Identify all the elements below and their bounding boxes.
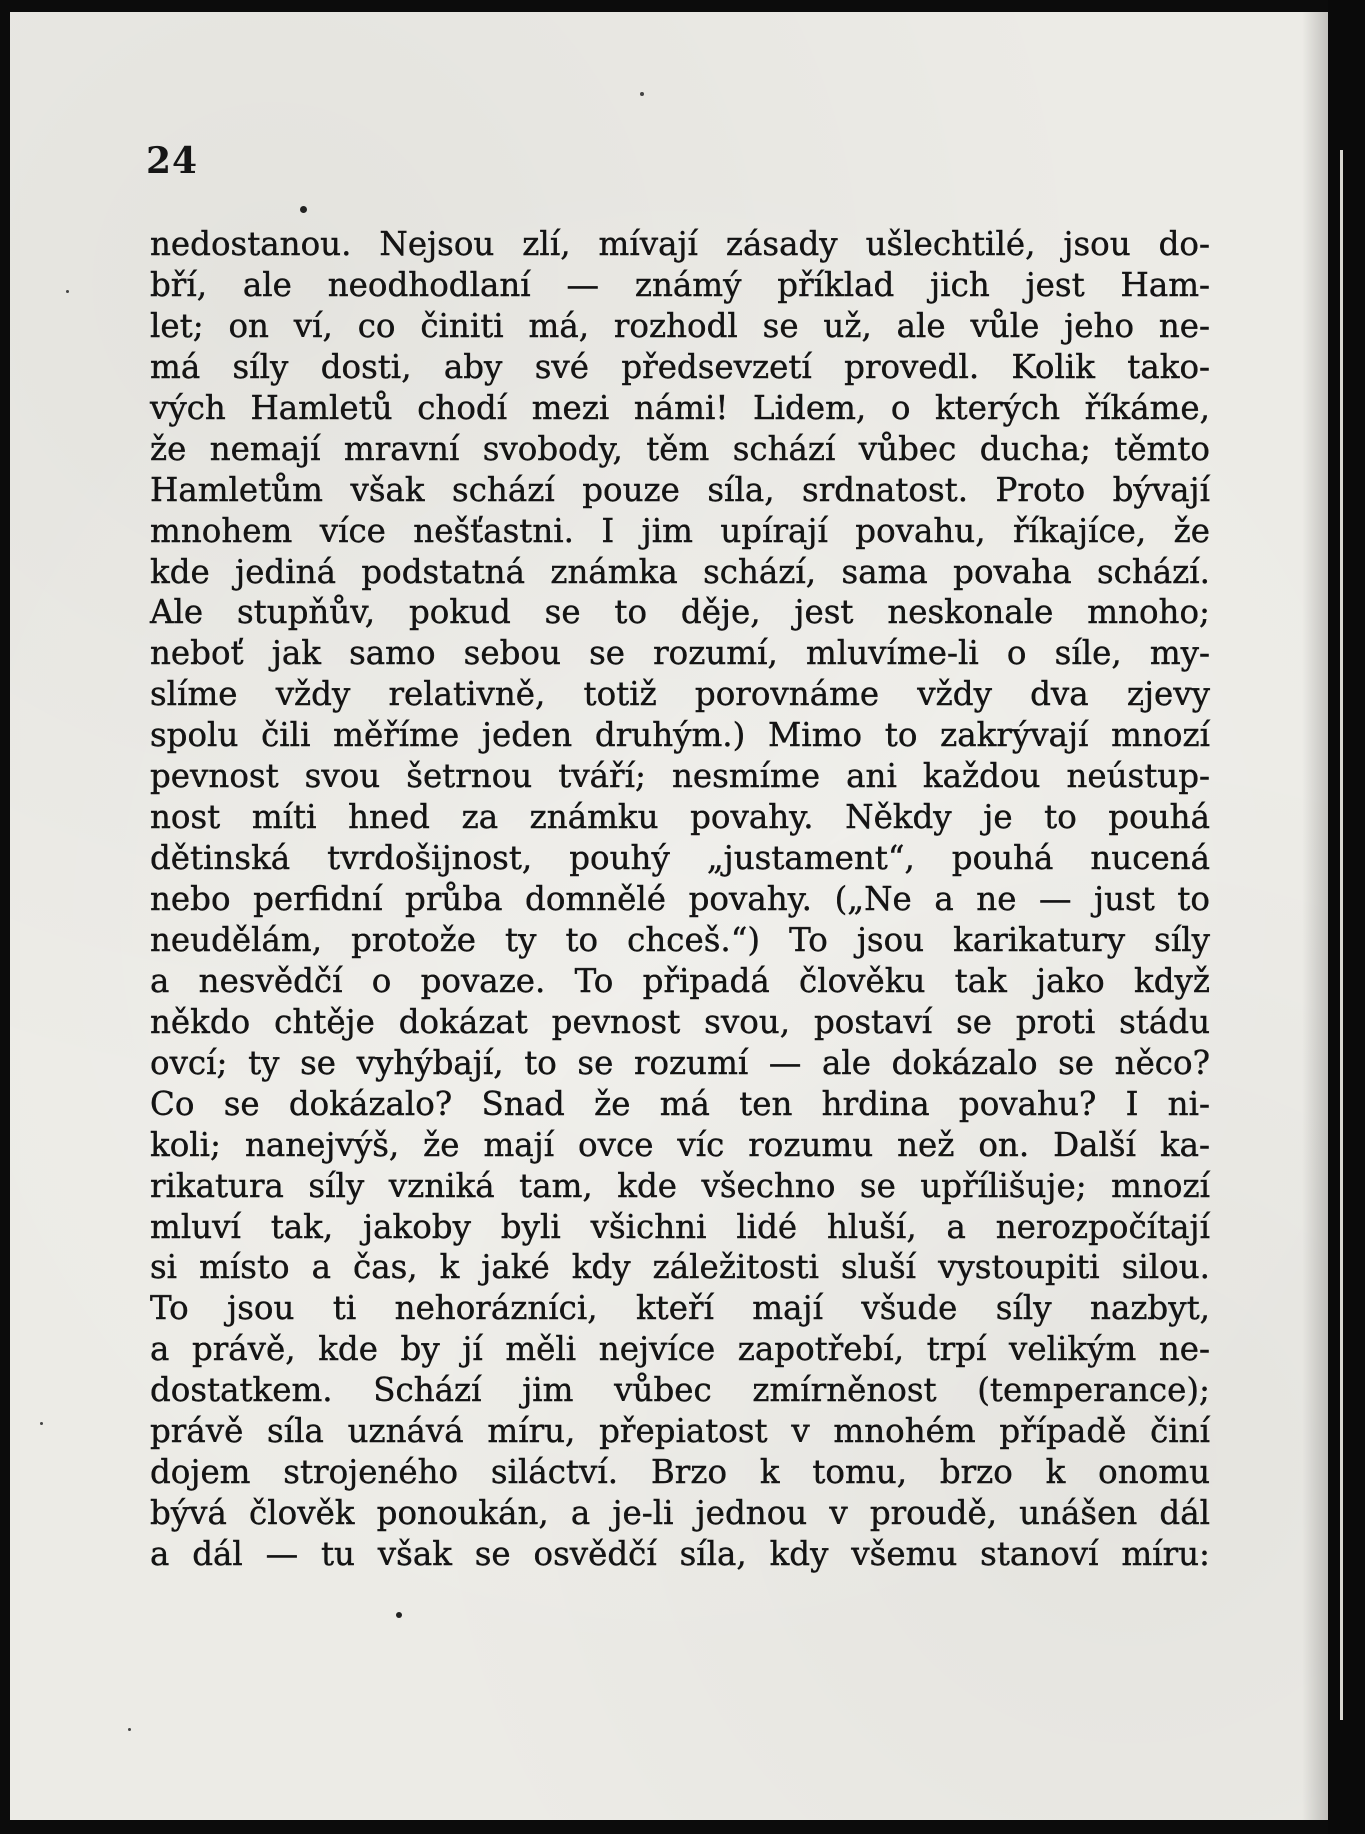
text-line: mnohem více nešťastni. I jim upírají povahu, říkajíce, že [150,511,1210,550]
text-line: bří, ale neodhodlaní — známý příklad jich jest Ham- [150,265,1210,304]
page-number: 24 [146,140,199,182]
ink-dot-top [300,206,307,213]
text-line: nebo perfidní průba domnělé povahy. („Ne a ne — just to [150,880,1210,918]
text-line: mluví tak, jakoby byli všichni lidé hluší, a nerozpočítají [150,1207,1210,1246]
text-line: dětinská tvrdošijnost, pouhý „justament“, pouhá nucená [150,839,1210,878]
text-line: Co se dokázalo? Snad že má ten hrdina povahu? I ni- [150,1084,1210,1123]
text-line: ovcí; ty se vyhýbají, to se rozumí — ale dokázalo se něco? [150,1043,1210,1082]
text-line: vých Hamletů chodí mezi námi! Lidem, o kterých říkáme, [150,388,1210,427]
paper-speck [40,1422,43,1425]
text-line: a nesvědčí o povaze. To připadá člověku tak jako když [150,961,1210,1000]
paper-speck [66,290,69,293]
paper-speck [640,92,644,96]
paper-speck [128,1728,131,1731]
text-line: má síly dosti, aby své předsevzetí provedl. Kolik tako- [150,347,1210,386]
text-line: že nemají mravní svobody, těm schází vůbec ducha; těmto [150,429,1210,468]
text-line: To jsou ti nehorázníci, kteří mají všude síly nazbyt, [150,1289,1210,1328]
page-edge-shadow [1302,12,1328,1820]
text-line: nedostanou. Nejsou zlí, mívají zásady ušlechtilé, jsou do- [150,225,1210,263]
text-line: koli; nanejvýš, že mají ovce víc rozumu než on. Další ka- [150,1125,1210,1164]
text-line: slíme vždy relativně, totiž porovnáme vždy dva zjevy [150,675,1210,714]
text-line: dostatkem. Schází jim vůbec zmírněnost (temperance); [150,1371,1210,1410]
text-line: neudělám, protože ty to chceš.“) To jsou karikatury síly [150,920,1210,959]
binding-page-edge [1340,150,1343,1720]
text-line: neboť jak samo sebou se rozumí, mluvíme-li o síle, my- [150,634,1210,673]
text-line: někdo chtěje dokázat pevnost svou, postaví se proti stádu [150,1002,1210,1041]
text-line: Hamletům však schází pouze síla, srdnatost. Proto bývají [150,470,1210,509]
text-line: si místo a čas, k jaké kdy záležitosti sluší vystoupiti silou. [150,1248,1210,1287]
body-text [150,224,1210,1575]
text-line: kde jediná podstatná známka schází, sama povaha schází. [150,552,1210,591]
text-line: let; on ví, co činiti má, rozhodl se už, ale vůle jeho ne- [150,306,1210,345]
text-line: Ale stupňův, pokud se to děje, jest neskonale mnoho; [150,593,1210,632]
ink-dot-bottom [396,1612,402,1618]
text-line: bývá člověk ponoukán, a je-li jednou v proudě, unášen dál [150,1494,1210,1533]
text-line: právě síla uznává míru, přepiatost v mnohém případě činí [150,1412,1210,1451]
book-binding-edge [1328,0,1365,1834]
text-line: rikatura síly vzniká tam, kde všechno se upřílišuje; mnozí [150,1166,1210,1205]
text-line: dojem strojeného siláctví. Brzo k tomu, brzo k onomu [150,1453,1210,1492]
text-line: a dál — tu však se osvědčí síla, kdy všemu stanoví míru: [150,1535,1210,1573]
text-line: pevnost svou šetrnou tváří; nesmíme ani každou neústup- [150,757,1210,796]
text-line: a právě, kde by jí měli nejvíce zapotřebí, trpí velikým ne- [150,1330,1210,1369]
page-sheet [10,12,1328,1820]
text-line: spolu čili měříme jeden druhým.) Mimo to zakrývají mnozí [150,716,1210,755]
text-line: nost míti hned za známku povahy. Někdy je to pouhá [150,798,1210,837]
